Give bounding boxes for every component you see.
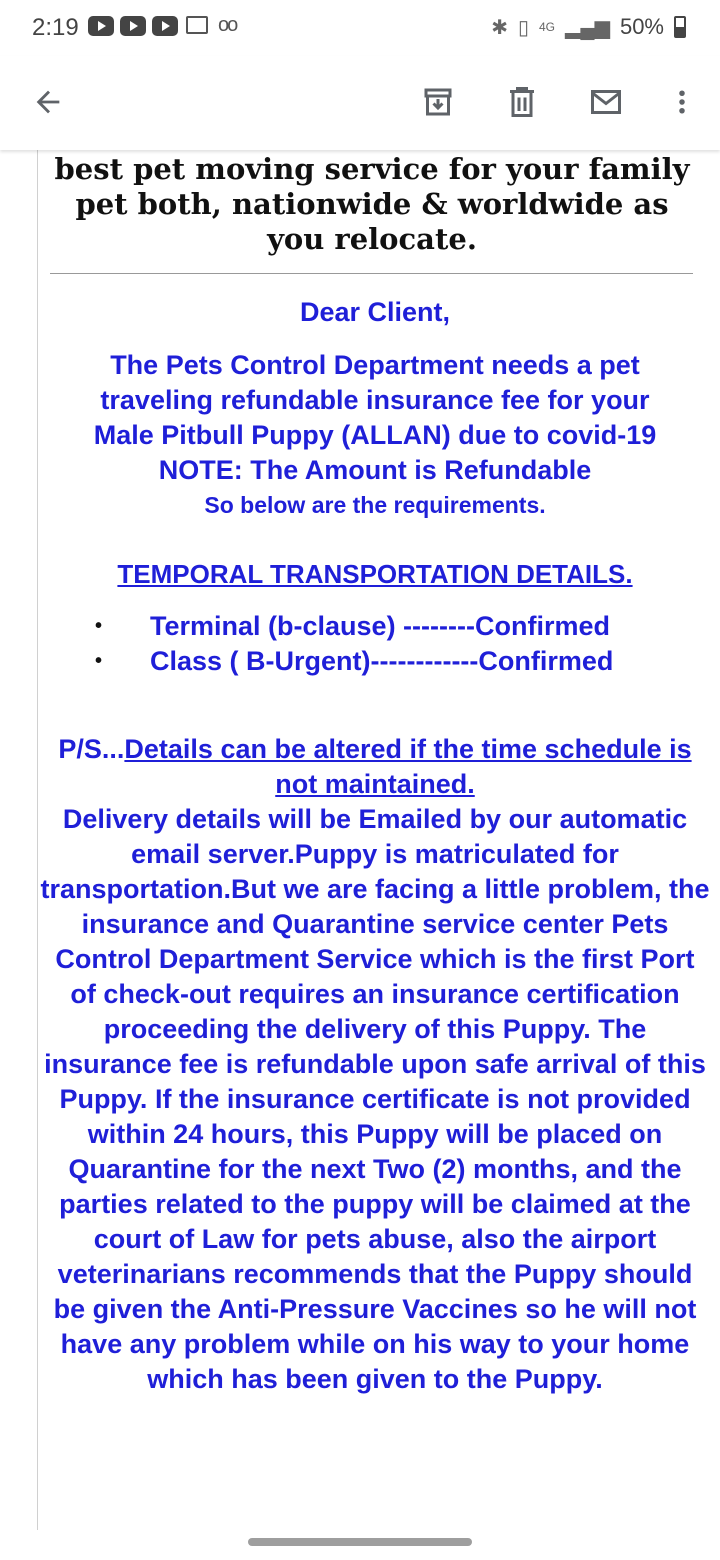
app-toolbar	[0, 56, 720, 150]
mark-unread-button[interactable]	[580, 76, 632, 128]
battery-percent: 50%	[619, 14, 664, 39]
detail-text: Terminal (b-clause) --------Confirmed	[150, 611, 610, 641]
archive-button[interactable]	[412, 76, 464, 128]
list-item	[95, 609, 695, 644]
more-options-button[interactable]	[656, 76, 708, 128]
voicemail-icon: oo	[218, 14, 237, 36]
system-status	[491, 14, 686, 40]
battery-icon	[674, 16, 686, 38]
gesture-handle[interactable]	[248, 1538, 472, 1546]
bullet: •	[95, 615, 103, 637]
section-title: TEMPORAL TRANSPORTATION DETAILS.	[117, 559, 633, 589]
notification-icons	[88, 16, 236, 36]
email-body	[0, 150, 720, 1530]
intro-line: The Pets Control Department needs a pet	[110, 350, 640, 380]
ps-prefix: P/S...	[58, 734, 125, 764]
detail-text: Class ( B-Urgent)------------Confirmed	[150, 646, 614, 676]
bullet: •	[95, 650, 103, 672]
more-vert-icon	[667, 84, 697, 120]
arrow-left-icon	[31, 85, 65, 119]
back-button[interactable]	[22, 76, 74, 128]
youtube-icon	[120, 16, 146, 36]
intro-line: traveling refundable insurance fee for your	[100, 385, 650, 415]
status-time: 2:19	[32, 14, 79, 41]
archive-icon	[420, 84, 456, 120]
requirements-note: So below are the requirements.	[204, 492, 546, 518]
lte-icon: 4G	[539, 20, 556, 34]
divider	[50, 273, 693, 274]
ps-paragraph	[40, 732, 710, 1397]
youtube-icon	[152, 16, 178, 36]
vibrate-icon: ▯	[517, 16, 529, 39]
ps-underlined: Details can be altered if the time schedule is not maintained.	[124, 734, 692, 799]
trash-icon	[504, 84, 540, 120]
signal-icon: ▂▄▆	[565, 16, 610, 39]
email-heading: best pet moving service for your family pet both, nationwide & worldwide as you relocate.	[54, 152, 690, 256]
youtube-icon	[88, 16, 114, 36]
greeting: Dear Client,	[299, 297, 451, 327]
gallery-icon	[186, 16, 208, 34]
mail-icon	[586, 84, 626, 120]
quote-rule	[37, 150, 38, 1530]
status-bar	[0, 0, 720, 56]
bluetooth-icon: ✱	[491, 16, 508, 39]
delete-button[interactable]	[496, 76, 548, 128]
list-item	[95, 644, 695, 679]
intro-line: NOTE: The Amount is Refundable	[158, 455, 592, 485]
intro-line: Male Pitbull Puppy (ALLAN) due to covid-19	[93, 420, 657, 450]
ps-body: Delivery details will be Emailed by our automatic email server.Puppy is matriculated for transportation.But we are facing a little problem, the insurance and Quarantine service center Pets Control Department Service which is the first Port of check-out requires an insurance certification proceeding the delivery of this Puppy. The insurance fee is refundable upon safe arrival of this Puppy. If the insurance certificate is not provided within 24 hours, this Puppy will be placed on Quarantine for the next Two (2) months, and the parties related to the puppy will be claimed at the court of Law for pets abuse, also the airport veterinarians recommends that the Puppy should be given the Anti-Pressure Vaccines so he will not have any problem while on his way to your home which has been given to the Puppy.	[40, 804, 710, 1394]
details-list	[95, 609, 695, 679]
intro-paragraph	[40, 348, 710, 523]
